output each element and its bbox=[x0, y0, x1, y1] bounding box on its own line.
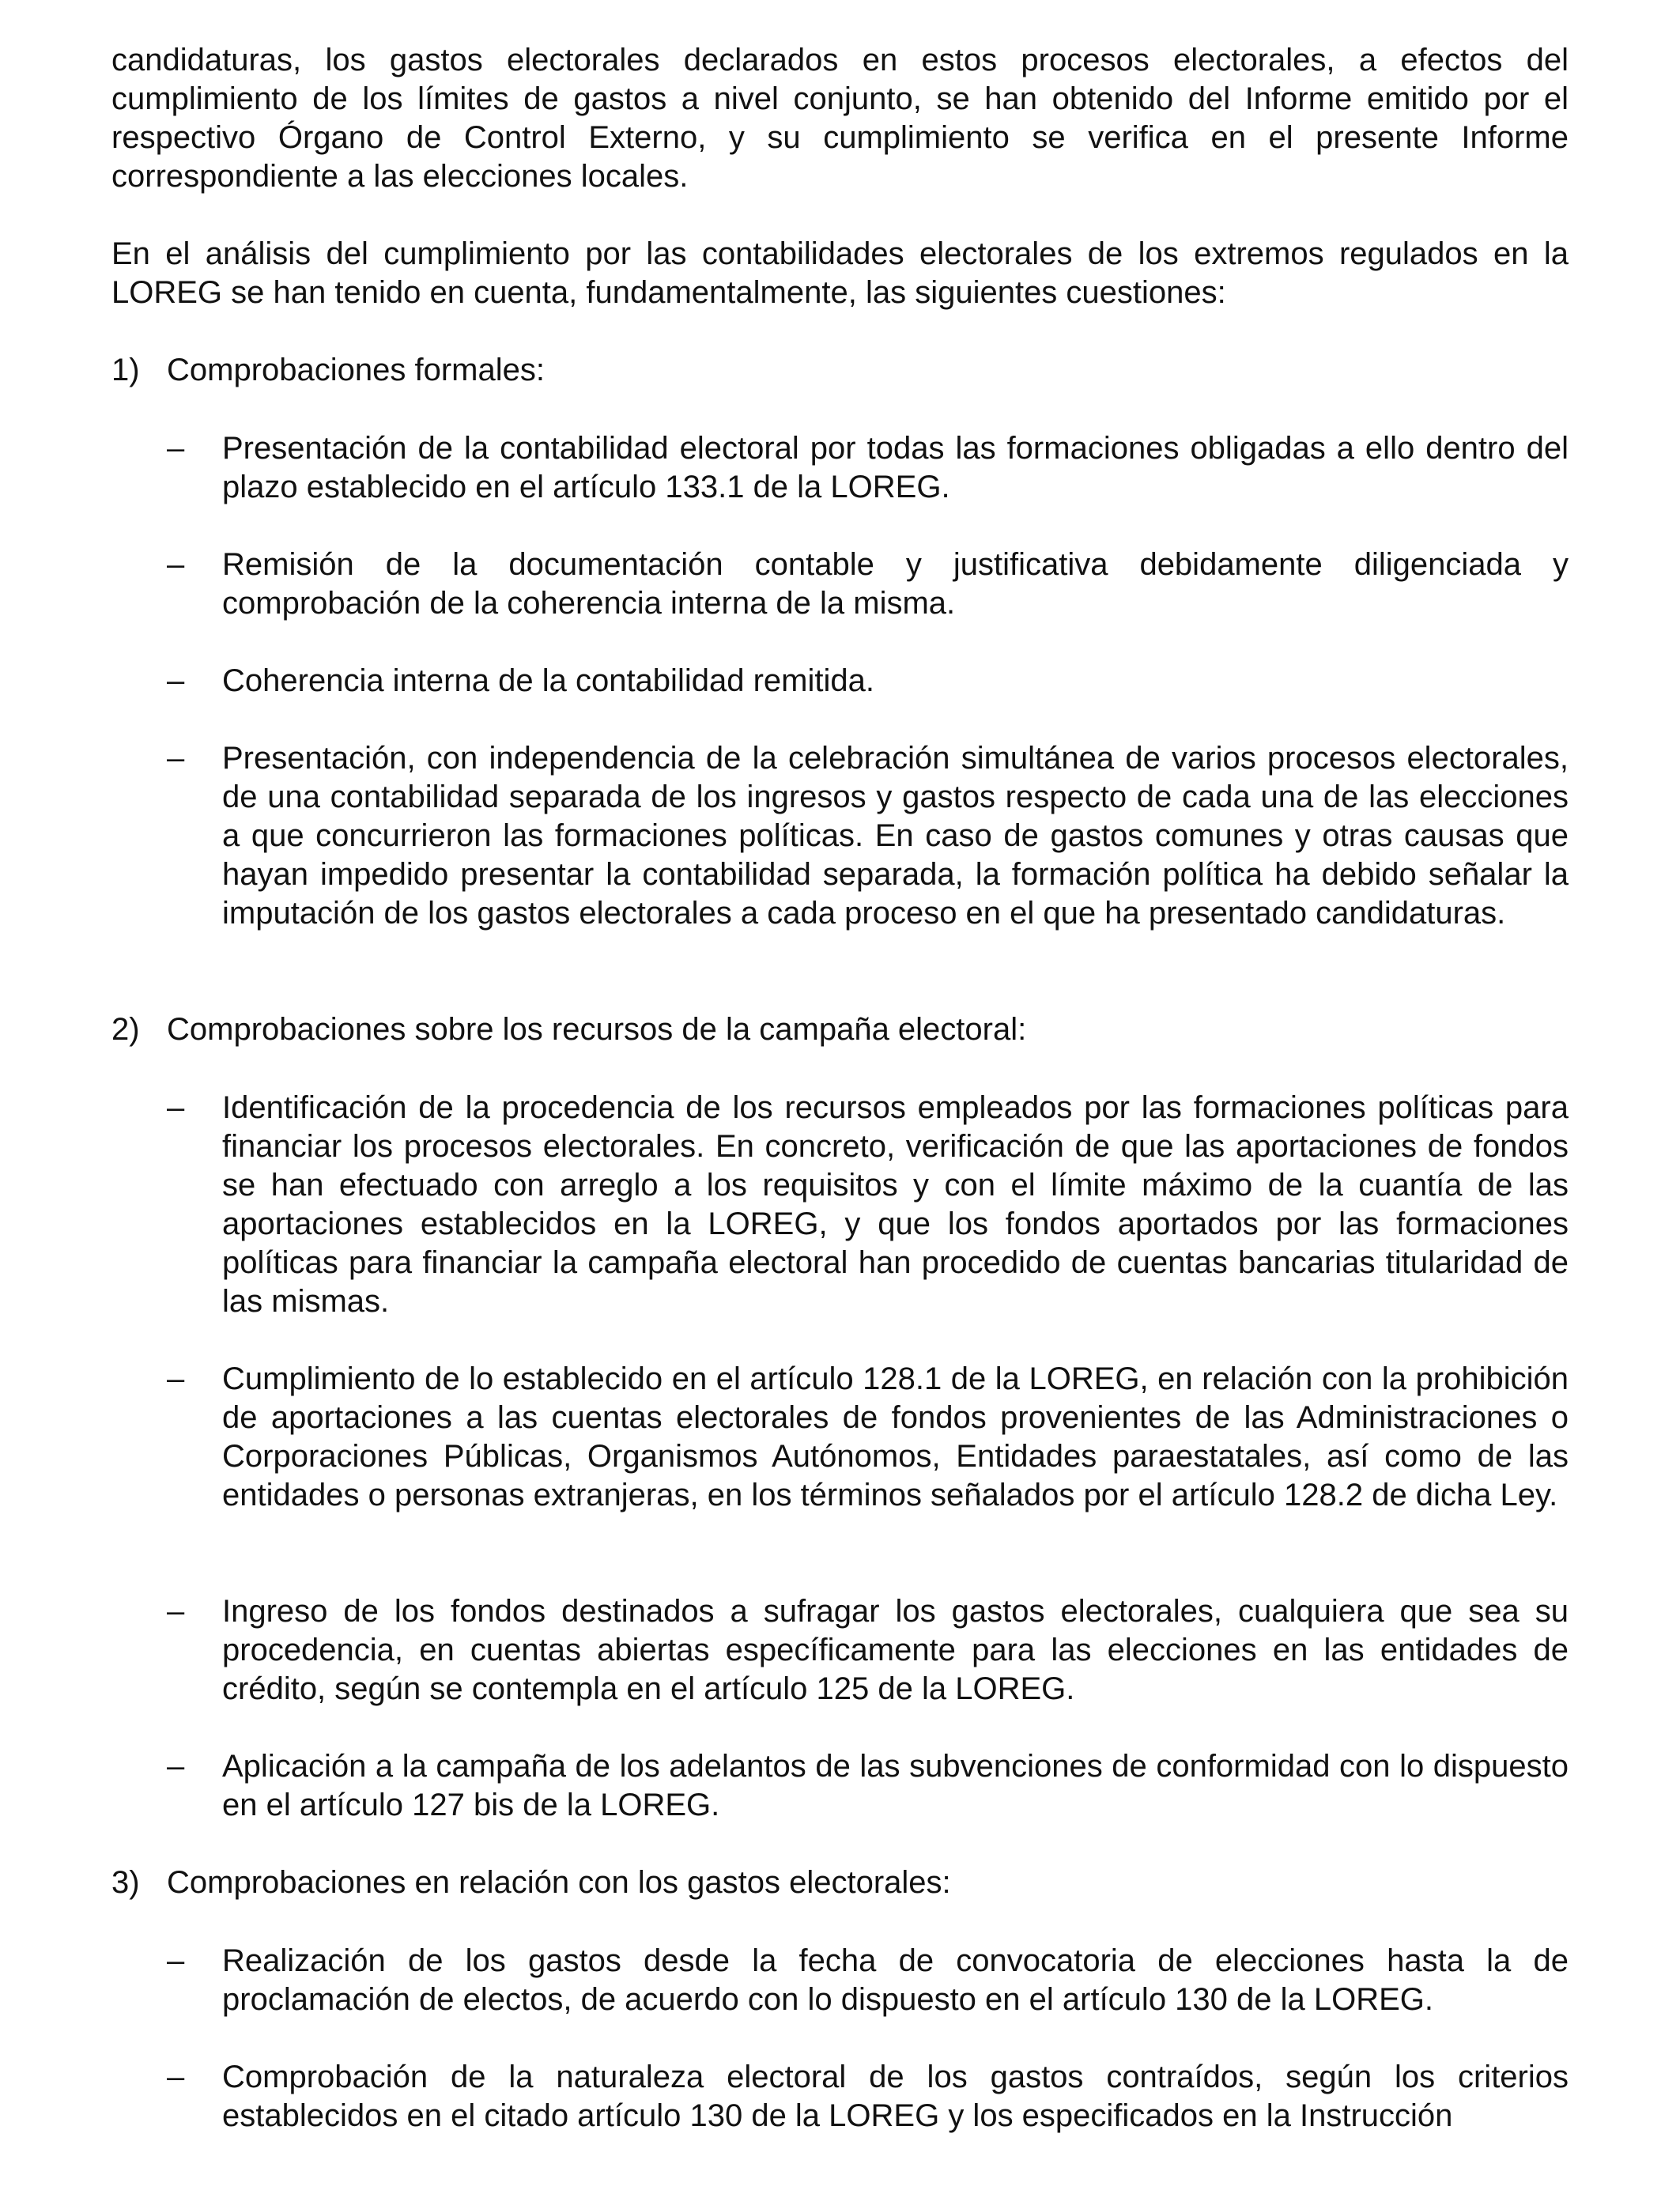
list-item: Identificación de la procedencia de los recursos empleados por las formaciones políticas para financiar los procesos electorales. En concreto, verificación de que las aportaciones de fondos se han efectuado con arreglo a los requisitos y con el límite máximo de la cuantía de las aportaciones establecidos en la LOREG, y que los fondos aportados por las formaciones políticas para financiar la campaña electoral han procedido de cuentas bancarias titularidad de las mismas. bbox=[222, 1090, 1569, 1319]
list-item: Comprobación de la naturaleza electoral de los gastos contraídos, según los criterios establecidos en el citado artículo 130 de la LOREG y los especificados en la Instrucción bbox=[222, 2060, 1569, 2133]
dash-bullet: – bbox=[167, 1594, 185, 1629]
list-item: Aplicación a la campaña de los adelantos de las subvenciones de conformidad con lo dispuesto en el artículo 127 bis de la LOREG. bbox=[222, 1749, 1569, 1822]
list-item: Presentación de la contabilidad electoral por todas las formaciones obligadas a ello dentro del plazo establecido en el artículo 133.1 de la LOREG. bbox=[222, 431, 1569, 504]
paragraph-analysis: En el análisis del cumplimiento por las contabilidades electorales de los extremos regulados en la LOREG se han tenido en cuenta, fundamentalmente, las siguientes cuestiones: bbox=[111, 236, 1569, 310]
list-item: Realización de los gastos desde la fecha de convocatoria de elecciones hasta la de proclamación de electos, de acuerdo con lo dispuesto en el artículo 130 de la LOREG. bbox=[222, 1943, 1569, 2017]
section-number: 2) bbox=[111, 1012, 140, 1047]
dash-bullet: – bbox=[167, 1749, 185, 1784]
list-item: Remisión de la documentación contable y justificativa debidamente diligenciada y comprobación de la coherencia interna de la misma. bbox=[222, 547, 1569, 621]
section-title-gastos: Comprobaciones en relación con los gastos electorales: bbox=[167, 1865, 951, 1900]
dash-bullet: – bbox=[167, 547, 185, 582]
section-title-formales: Comprobaciones formales: bbox=[167, 353, 545, 387]
section-number: 1) bbox=[111, 353, 140, 387]
dash-bullet: – bbox=[167, 741, 185, 776]
dash-bullet: – bbox=[167, 1090, 185, 1125]
list-item: Cumplimiento de lo establecido en el artículo 128.1 de la LOREG, en relación con la prohibición de aportaciones a las cuentas electorales de fondos provenientes de las Administraciones o Corporaciones Públicas, Organismos Autónomos, Entidades paraestatales, así como de las entidades o personas extranjeras, en los términos señalados por el artículo 128.2 de dicha Ley. bbox=[222, 1361, 1569, 1512]
dash-bullet: – bbox=[167, 1361, 185, 1396]
section-number: 3) bbox=[111, 1865, 140, 1900]
list-item: Presentación, con independencia de la celebración simultánea de varios procesos electorales, de una contabilidad separada de los ingresos y gastos respecto de cada una de las elecciones a que concurrieron las formaciones políticas. En caso de gastos comunes y otras causas que hayan impedido presentar la contabilidad separada, la formación política ha debido señalar la imputación de los gastos electorales a cada proceso en el que ha presentado candidaturas. bbox=[222, 741, 1569, 931]
list-item: Ingreso de los fondos destinados a sufragar los gastos electorales, cualquiera que sea su procedencia, en cuentas abiertas específicamente para las elecciones en las entidades de crédito, según se contempla en el artículo 125 de la LOREG. bbox=[222, 1594, 1569, 1706]
section-title-recursos: Comprobaciones sobre los recursos de la campaña electoral: bbox=[167, 1012, 1027, 1047]
dash-bullet: – bbox=[167, 1943, 185, 1978]
dash-bullet: – bbox=[167, 431, 185, 466]
dash-bullet: – bbox=[167, 663, 185, 698]
list-item: Coherencia interna de la contabilidad remitida. bbox=[222, 663, 874, 698]
paragraph-intro: candidaturas, los gastos electorales declarados en estos procesos electorales, a efectos del cumplimiento de los límites de gastos a nivel conjunto, se han obtenido del Informe emitido por el respectivo Órgano de Control Externo, y su cumplimiento se verifica en el presente Informe correspondiente a las elecciones locales. bbox=[111, 43, 1569, 194]
dash-bullet: – bbox=[167, 2060, 185, 2094]
